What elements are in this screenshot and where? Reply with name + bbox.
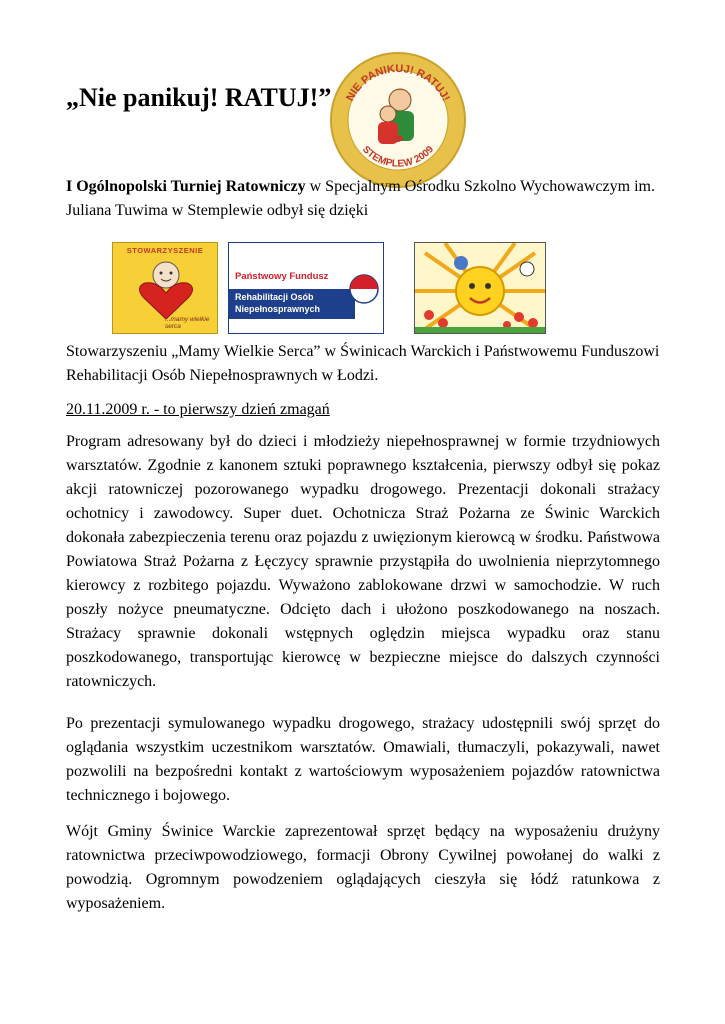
intro-text: w Specjalnym Ośrodku Szkolno Wychowawczym im. Juliana Tuwima w Stemplewie odbył się dzięki: [66, 178, 655, 219]
body-paragraph: Po prezentacji symulowanego wypadku drogowego, strażacy udostępnili swój sprzęt do oglądania wszystkim uczestnikom warsztatów. Omawiali, tłumaczyli, pokazywali, nawet pozwolili na bezpośredni kontakt z wartościowym wyposażeniem pojazdów ratownictwa technicznego i bojowego.: [66, 715, 660, 804]
association-slogan: ...mamy wielkie serca: [165, 316, 210, 330]
fund-name-line1: Państwowy Fundusz: [235, 271, 329, 282]
sun-drawing: [414, 242, 546, 334]
pfron-logo: [228, 242, 384, 334]
fund-name-line2: Rehabilitacji Osób: [235, 292, 314, 302]
logo-ring-bottom-text: STEMPLEW 2009: [359, 144, 437, 170]
intro-paragraph: [66, 175, 660, 223]
heart-character-icon: [127, 257, 205, 323]
date-heading: 20.11.2009 r. - to pierwszy dzień zmagań: [66, 401, 330, 418]
body-paragraph: Program adresowany był do dzieci i młodzieży niepełnosprawnej w formie trzydniowych warsztatów. Zgodnie z kanonem sztuki poprawnego kształcenia, pierwszy odbył się pokaz akcji ratowniczej pozorowanego wypadku drogowego. Prezentacji dokonali strażacy ochotnicy i zawodowcy. Super duet. Ochotnicza Straż Pożarna ze Świnic Warckich dokonała zabezpieczenia terenu oraz pojazdu z uwięzionym kierowcą w środku. Państwowa Powiatowa Straż Pożarna z Łęczycy sprawnie przystąpiła do uwolnienia nieprzytomnego kierowcy z rozbitego pojazdu. Wyważono zablokowane drzwi w samochodzie. W ruch poszły nożyce pneumatyczne. Odcięto dach i ułożono poszkodowanego na noszach. Strażacy sprawnie dokonali wstępnych oględzin miejsca wypadku oraz stanu poszkodowanego, transportując kierowcę w bezpieczne miejsce do dalszych czynności ratowniczych.: [66, 433, 660, 690]
fund-emblem-icon: [349, 271, 379, 307]
logo-ring-top-text: NIE PANIKUJ! RATUJ!: [344, 62, 452, 104]
association-top-text: STOWARZYSZENIE: [126, 246, 204, 255]
tournament-name: I Ogólnopolski Turniej Ratowniczy: [66, 178, 306, 195]
fund-name-line3: Niepełnosprawnych: [235, 304, 321, 314]
page-title: „Nie panikuj! RATUJ!”: [66, 83, 332, 112]
sun-drawing-icon: [415, 243, 545, 333]
body-paragraph: Wójt Gminy Świnice Warckie zaprezentował sprzęt będący na wyposażeniu drużyny ratownictwa przeciwpowodziowego, formacji Obrony Cywilnej powołanej do walki z powodzią. Ogromnym powodzeniem oglądających cieszyła się łódź ratunkowa z wyposażeniem.: [66, 823, 660, 912]
event-logo: [328, 50, 468, 190]
association-logo: [112, 242, 218, 334]
thanks-paragraph: Stowarzyszeniu „Mamy Wielkie Serca” w Świnicach Warckich i Państwowemu Funduszowi Rehabilitacji Osób Niepełnosprawnych w Łodzi.: [66, 343, 660, 384]
